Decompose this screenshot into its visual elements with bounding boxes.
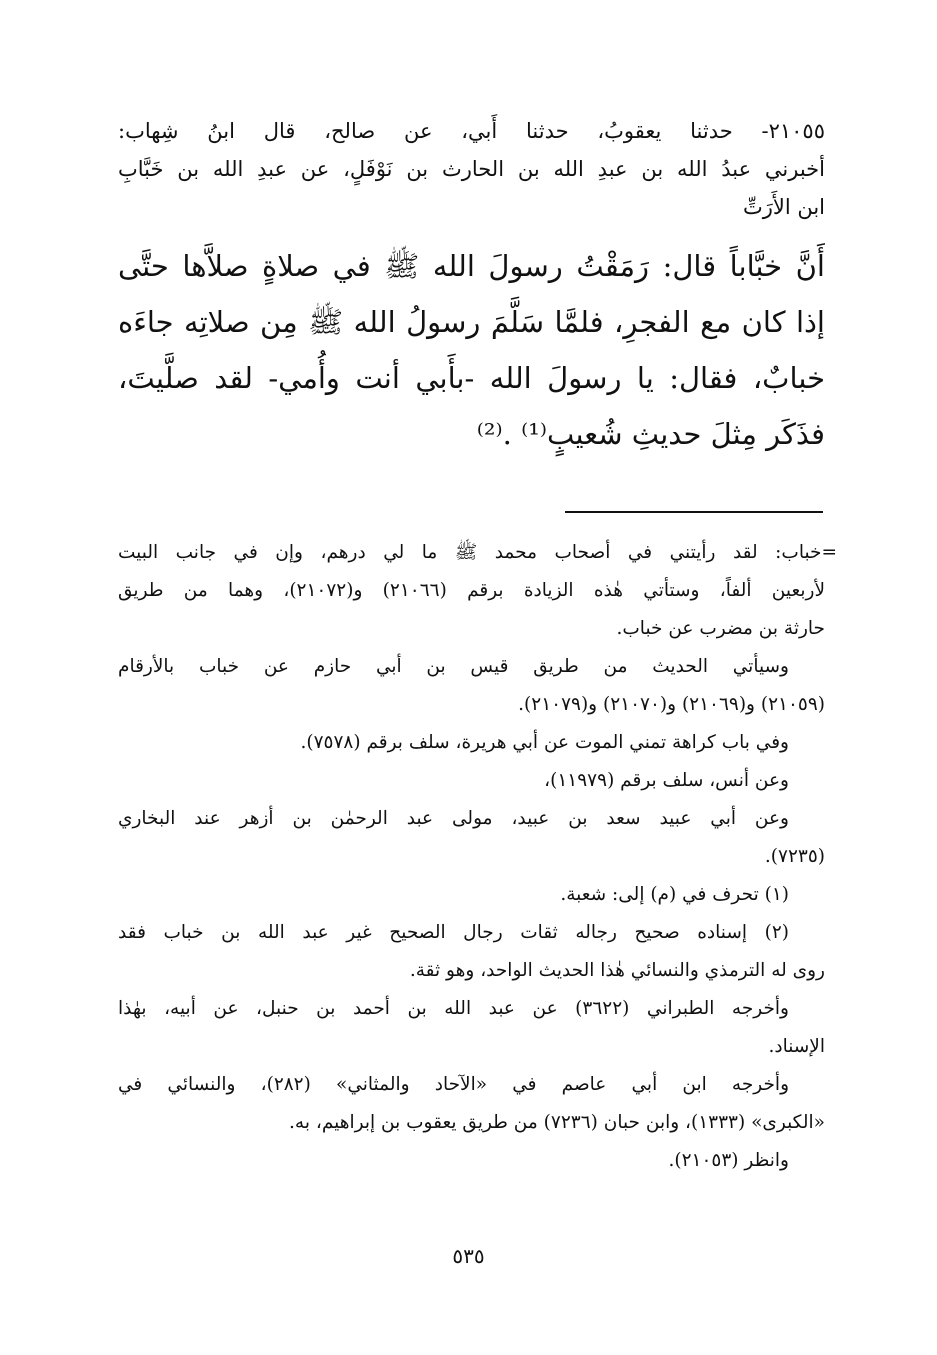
footnote-line: (٢١٠٥٩) و(٢١٠٦٩) و(٢١٠٧٠) و(٢١٠٧٩). [518,694,825,715]
isnad-line: أخبرني عبدُ الله بن عبدِ الله بن الحارث بن نَوْفَلٍ، عن عبدِ الله بن خَبَّابِ [118,157,825,181]
footnote-line: (٧٢٣٥). [764,846,825,867]
footnote-line: وانظر (٢١٠٥٣). [668,1150,789,1171]
footnote-line: (٢) إسناده صحيح رجاله ثقات رجال الصحيح غير عبد الله بن خباب فقد [118,922,789,943]
isnad-line: ٢١٠٥٥- حدثنا يعقوبُ، حدثنا أَبي، عن صالح، قال ابنُ شِهاب: [118,119,825,143]
footnote-line: وأخرجه الطبراني (٣٦٢٢) عن عبد الله بن أحمد بن حنبل، عن أبيه، بهٰذا [118,998,789,1019]
matn-line: أَنَّ خبَّاباً قال: رَمَقْتُ رسولَ الله ﷺ في صلاةٍ صلاَّها حتَّى [118,249,825,283]
page-body [118,112,825,462]
footnote-line: وعن أنس، سلف برقم (١١٩٧٩)، [544,770,789,791]
footnote-line: روى له الترمذي والنسائي هٰذا الحديث الواحد، وهو ثقة. [409,960,825,981]
hadith-isnad [118,112,825,226]
footnote-line: (١) تحرف في (م) إلى: شعبة. [560,884,789,905]
footnote-line: «الكبرى» (١٣٣٣)، وابن حبان (٧٢٣٦) من طريق يعقوب بن إبراهيم، به. [289,1112,825,1133]
isnad-line: ابن الأَرَتِّ [742,195,825,219]
footnote-line: وفي باب كراهة تمني الموت عن أبي هريرة، سلف برقم (٧٥٧٨). [300,732,789,753]
matn-line: إذا كان مع الفجرِ، فلمَّا سَلَّمَ رسولُ الله ﷺ مِن صلاتِه جاءَه [118,305,825,339]
footnote-separator [565,511,823,513]
footnote-line: الإسناد. [768,1036,825,1057]
matn-line: خبابٌ، فقال: يا رسولَ الله -بأَبي أنت وأُمي- لقد صلَّيتَ، [118,361,825,395]
page-number: ٥٣٥ [452,1244,485,1268]
hadith-matn [118,238,825,462]
footnote-line: لأربعين ألفاً، وستأتي هٰذه الزيادة برقم (٢١٠٦٦) و(٢١٠٧٢)، وهما من طريق [118,580,825,601]
footnote-line: وسيأتي الحديث من طريق قيس بن أبي حازم عن خباب بالأرقام [118,656,789,677]
footnote-line: حارثة بن مضرب عن خباب. [616,618,825,639]
footnote-line: وأخرجه ابن أبي عاصم في «الآحاد والمثاني» (٢٨٢)، والنسائي في [118,1074,790,1095]
footnote-line: =خباب: لقد رأيتني في أصحاب محمد ﷺ ما لي درهم، وإن في جانب البيت [118,542,837,563]
footnote-line: وعن أبي عبيد سعد بن عبيد، مولى عبد الرحمٰن بن أزهر عند البخاري [118,808,789,829]
footnotes [118,534,837,1180]
matn-line: فذَكَر مِثلَ حديثِ شُعيبٍ⁽¹⁾ .⁽²⁾ [476,417,825,451]
